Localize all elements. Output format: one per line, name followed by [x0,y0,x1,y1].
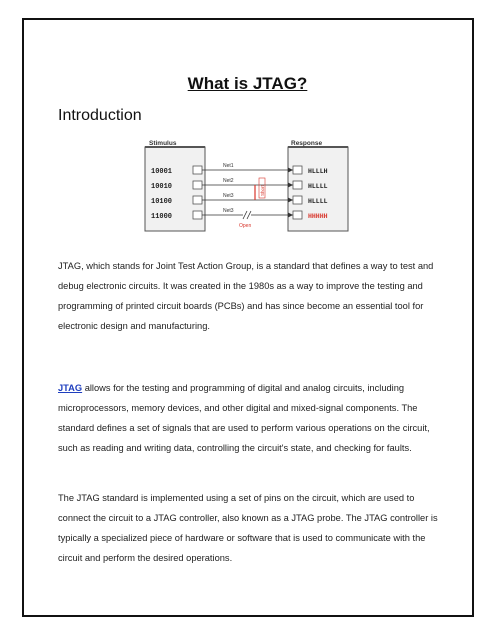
stimulus-cell [193,181,202,189]
stimulus-value: 11000 [151,213,173,221]
response-value: HLLLL [308,198,328,205]
response-value: HHHHH [308,213,328,220]
response-cell [293,166,302,174]
page-title: What is JTAG? [187,74,308,93]
jtag-boundary-scan-diagram [143,135,353,235]
response-cell [293,196,302,204]
response-cell [293,211,302,219]
stimulus-value: 10100 [151,198,173,206]
paragraph-intro: JTAG, which stands for Joint Test Action Group, is a standard that defines a way to test and debug electronic circuits. It was created in the 1980s as a way to improve the testing and programming of printed circuit boards (PCBs) and has since become an essential tool for electronic design and manufacturing. [58,261,434,331]
response-label: Response [291,140,323,147]
net-label: Net3 [223,193,234,199]
stimulus-value: 10010 [151,183,173,191]
stimulus-cell [193,196,202,204]
paragraph-jtag-implementation: The JTAG standard is implemented using a set of pins on the circuit, which are used to connect the circuit to a JTAG controller, also known as a JTAG probe. The JTAG controller is typically a specialized piece of hardware or software that is used to communicate with the circuit and perform the desired operations. [58,493,438,563]
net-label: Net2 [223,178,234,184]
open-label: Open [239,223,252,229]
open-break [243,211,247,219]
paragraph-jtag-capabilities [58,378,438,458]
section-heading: Introduction [58,107,142,124]
response-cell [293,181,302,189]
stimulus-label: Stimulus [149,140,177,147]
net-label: Net3 [223,208,234,214]
net-label: Net1 [223,163,234,169]
stimulus-value: 10001 [151,168,173,176]
short-label: Short [260,185,265,196]
response-value: HLLLL [308,183,328,190]
paragraph-text: allows for the testing and programming of digital and analog circuits, including microprocessors, memory devices, and other digital and mixed-signal components. The standard defines a set of signals that are used to perform various operations on the circuit, such as reading and writing data, controlling the circuit's state, and checking for faults. [58,383,430,453]
response-value: HLLLH [308,168,328,175]
stimulus-cell [193,211,202,219]
stimulus-cell [193,166,202,174]
jtag-link[interactable]: JTAG [58,383,83,393]
